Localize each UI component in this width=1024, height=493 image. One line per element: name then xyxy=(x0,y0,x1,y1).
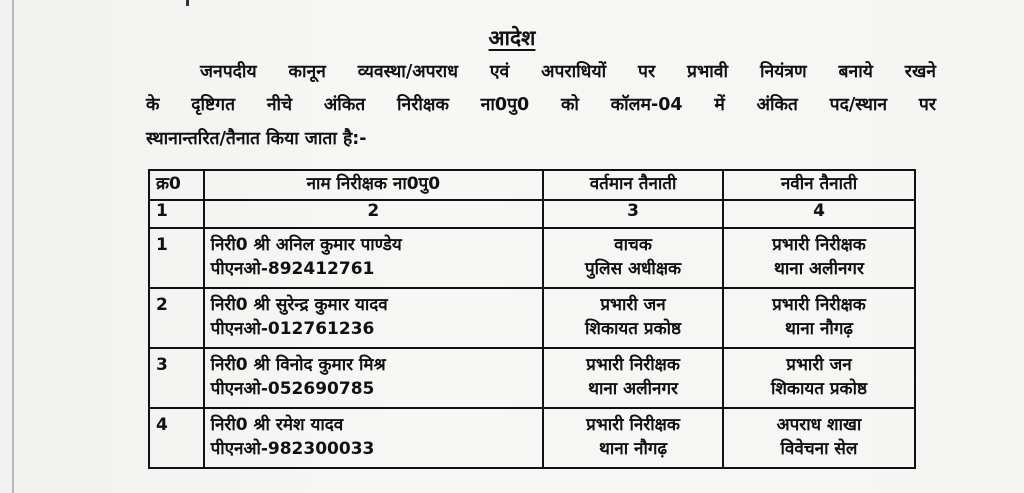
inspector-cell xyxy=(204,348,544,408)
row-serial xyxy=(149,288,204,348)
document-title xyxy=(0,24,1024,52)
new-posting-cell xyxy=(723,348,915,408)
current-posting-line-1: प्रभारी जन xyxy=(600,295,666,315)
new-posting-line-2: विवेचना सेल xyxy=(780,439,858,459)
current-posting-line-1: प्रभारी निरीक्षक xyxy=(586,415,680,435)
inspector-cell xyxy=(204,228,544,288)
current-posting-cell xyxy=(543,228,723,288)
column-number-4: 4 xyxy=(723,200,915,228)
paragraph-line-3: स्थानान्तरित/तैनात किया जाता है:- xyxy=(146,129,367,149)
current-posting-cell xyxy=(543,288,723,348)
new-posting-line-1: प्रभारी जन xyxy=(786,355,852,375)
current-posting-line-2: थाना अलीनगर xyxy=(588,379,678,399)
current-posting-line-1: वाचक xyxy=(614,235,652,255)
current-posting-cell xyxy=(543,348,723,408)
table-row xyxy=(149,288,915,348)
new-posting-line-1: प्रभारी निरीक्षक xyxy=(772,235,866,255)
new-posting-cell xyxy=(723,408,915,468)
serial-number: 2 xyxy=(156,295,168,315)
inspector-name: निरी0 श्री सुरेन्द्र कुमार यादव xyxy=(210,295,388,315)
inspector-name: निरी0 श्री अनिल कुमार पाण्डेय xyxy=(210,235,402,255)
current-posting-line-2: थाना नौगढ़ xyxy=(599,439,668,459)
new-posting-cell xyxy=(723,288,915,348)
inspector-name: निरी0 श्री रमेश यादव xyxy=(210,415,344,435)
inspector-pno: पीएनओ-892412761 xyxy=(210,259,375,279)
table-row xyxy=(149,228,915,288)
inspector-name: निरी0 श्री विनोद कुमार मिश्र xyxy=(210,355,386,375)
inspector-cell xyxy=(204,288,544,348)
row-serial xyxy=(149,408,204,468)
header-serial: क्र0 xyxy=(149,170,204,200)
new-posting-line-1: प्रभारी निरीक्षक xyxy=(772,295,866,315)
new-posting-line-2: थाना नौगढ़ xyxy=(784,319,853,339)
current-posting-line-2: पुलिस अधीक्षक xyxy=(584,259,682,279)
row-serial xyxy=(149,228,204,288)
column-number-1: 1 xyxy=(149,200,204,228)
inspector-pno: पीएनओ-982300033 xyxy=(210,439,375,459)
current-posting-line-2: शिकायत प्रकोष्ठ xyxy=(585,319,682,339)
document-title-text: आदेश xyxy=(488,26,536,50)
current-posting-line-1: प्रभारी निरीक्षक xyxy=(586,355,680,375)
page-edge-divider xyxy=(12,0,14,493)
new-posting-cell xyxy=(723,228,915,288)
header-new-posting: नवीन तैनाती xyxy=(723,170,915,200)
table-row xyxy=(149,348,915,408)
column-number-2: 2 xyxy=(204,200,544,228)
serial-number: 1 xyxy=(156,235,168,255)
new-posting-line-2: थाना अलीनगर xyxy=(774,259,864,279)
header-current-posting: वर्तमान तैनाती xyxy=(543,170,723,200)
new-posting-line-1: अपराध शाखा xyxy=(776,415,862,435)
new-posting-line-2: शिकायत प्रकोष्ठ xyxy=(770,379,867,399)
paragraph-line-2: के दृष्टिगत नीचे अंकित निरीक्षक ना0पु0 को कॉलम-04 में अंकित पद/स्थान पर xyxy=(146,95,936,115)
inspector-pno: पीएनओ-012761236 xyxy=(210,319,375,339)
column-number-row xyxy=(149,200,915,228)
inspector-pno: पीएनओ-052690785 xyxy=(210,379,375,399)
top-mark xyxy=(186,0,189,6)
table-row xyxy=(149,408,915,468)
column-number-3: 3 xyxy=(543,200,723,228)
serial-number: 3 xyxy=(156,355,168,375)
paragraph-line-1: जनपदीय कानून व्यवस्था/अपराध एवं अपराधियों पर प्रभावी नियंत्रण बनाये रखने xyxy=(200,62,936,82)
table-header-row xyxy=(149,170,915,200)
serial-number: 4 xyxy=(156,415,168,435)
transfer-order-table xyxy=(148,169,916,469)
row-serial xyxy=(149,348,204,408)
header-inspector-name: नाम निरीक्षक ना0पु0 xyxy=(204,170,544,200)
current-posting-cell xyxy=(543,408,723,468)
inspector-cell xyxy=(204,408,544,468)
